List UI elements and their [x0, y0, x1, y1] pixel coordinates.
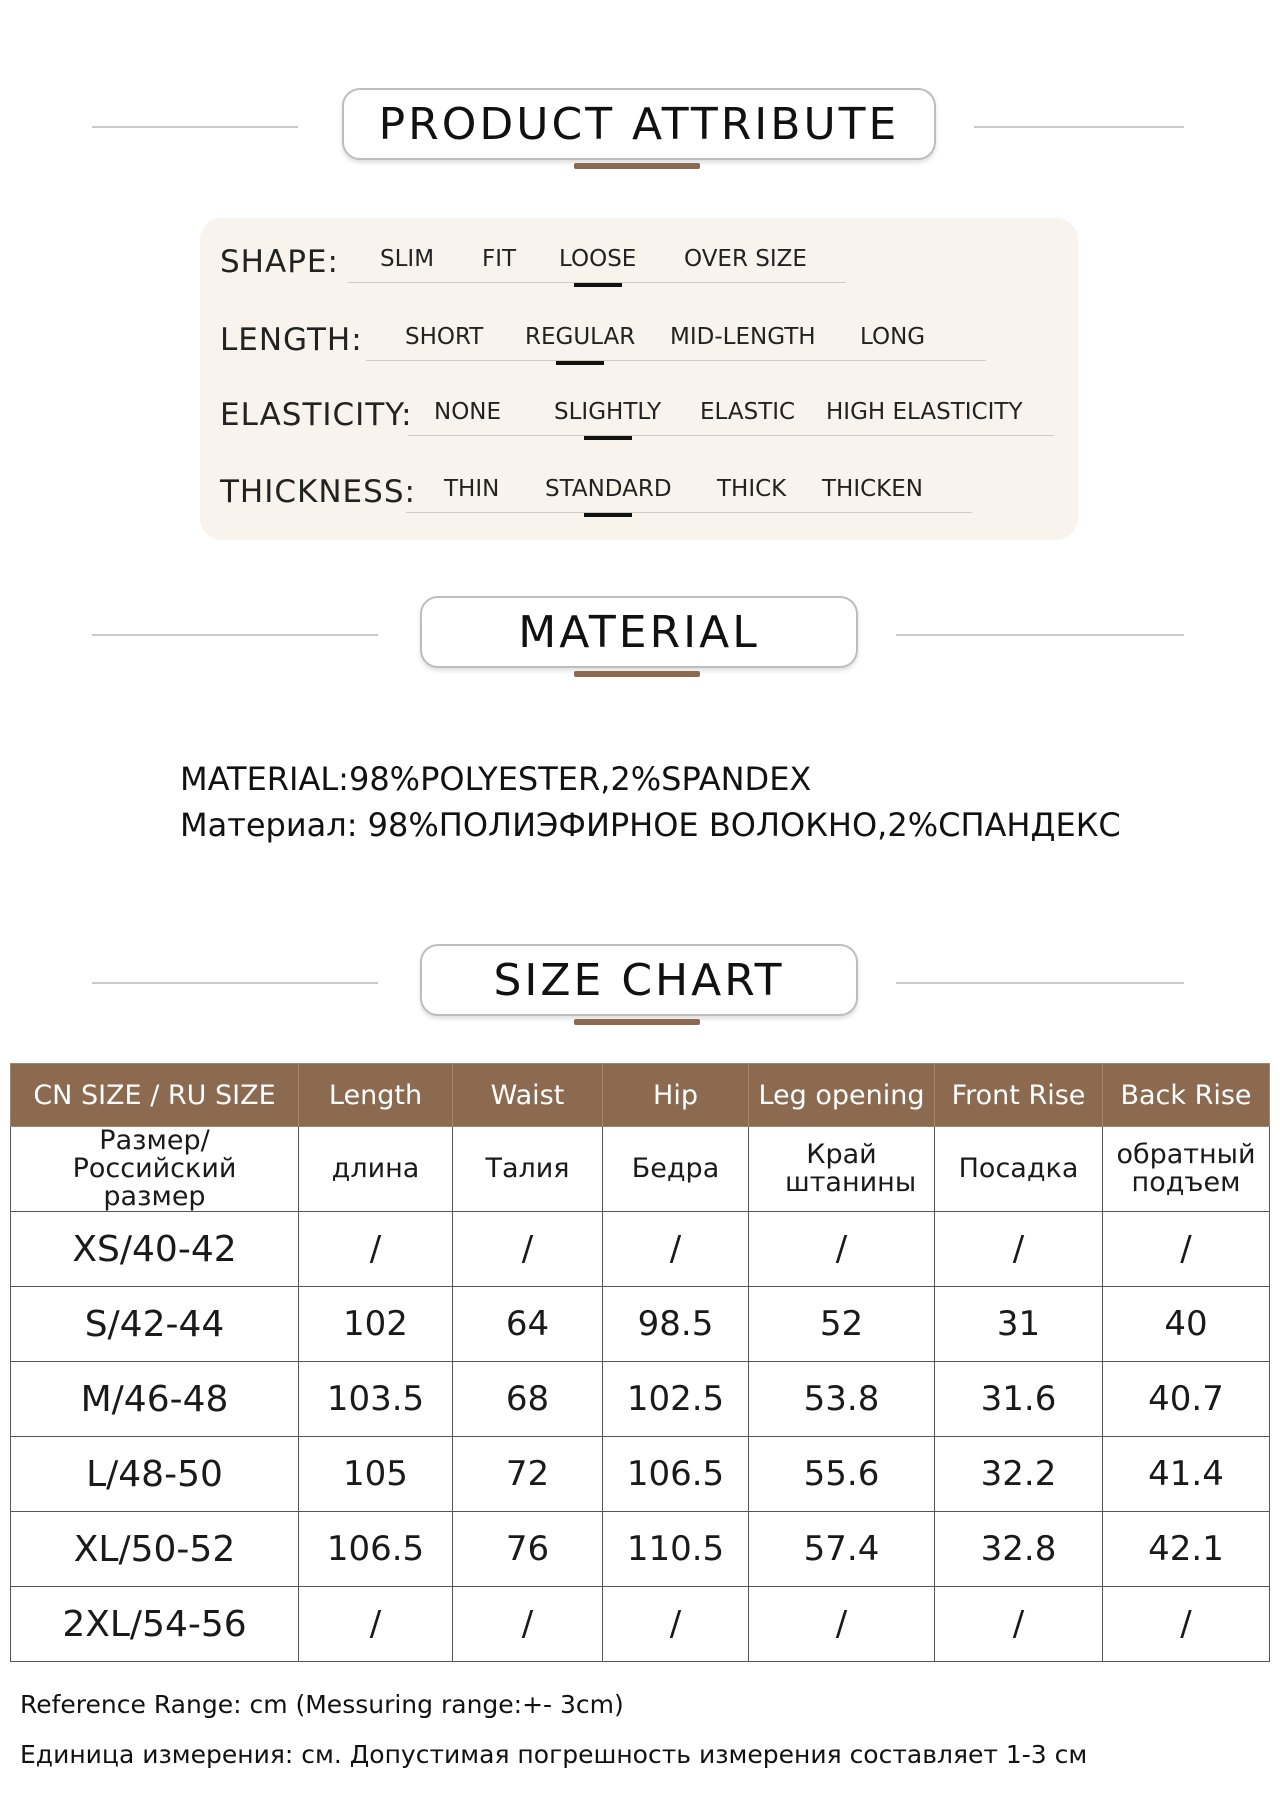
attribute-row-elasticity [200, 393, 1078, 443]
cell-length: 106.5 [299, 1512, 453, 1587]
cell-back-rise: 41.4 [1103, 1437, 1270, 1512]
elasticity-option-high-elasticity [826, 399, 1023, 425]
table-row [11, 1512, 1270, 1587]
option-text: THICK [717, 476, 787, 502]
thickness-option-thicken [822, 476, 923, 502]
product-attribute-title: PRODUCT ATTRIBUTE [342, 88, 936, 160]
option-text: FIT [482, 246, 517, 272]
cell-hip: 110.5 [603, 1512, 749, 1587]
cell-waist: 68 [453, 1362, 603, 1437]
header-length: Length [299, 1064, 453, 1127]
cell-front-rise: / [935, 1587, 1103, 1662]
attribute-row-length [200, 318, 1078, 368]
cell-hip: 102.5 [603, 1362, 749, 1437]
header-leg-opening: Leg opening [749, 1064, 935, 1127]
header-waist: Waist [453, 1064, 603, 1127]
option-text: THICKEN [822, 476, 924, 502]
option-text: LONG [860, 324, 926, 350]
cell-front-rise: 32.2 [935, 1437, 1103, 1512]
cell-leg-opening: / [749, 1212, 935, 1287]
cell-length: / [299, 1587, 453, 1662]
option-text: STANDARD [545, 476, 672, 502]
cell-back-rise: 42.1 [1103, 1512, 1270, 1587]
cell-waist: / [453, 1212, 603, 1287]
elasticity-option-slightly [554, 399, 661, 425]
cell-back-rise: / [1103, 1212, 1270, 1287]
header-rule-right [896, 982, 1184, 984]
selected-marker [556, 361, 604, 365]
header-hip: Hip [603, 1064, 749, 1127]
option-text: THIN [444, 476, 500, 502]
elasticity-option-none [434, 399, 501, 425]
cell-leg-opening: 53.8 [749, 1362, 935, 1437]
cell-length: 102 [299, 1287, 453, 1362]
cell-waist: 76 [453, 1512, 603, 1587]
option-text: SHORT [405, 324, 484, 350]
thickness-label: THICKNESS: [220, 474, 416, 510]
table-row [11, 1287, 1270, 1362]
selected-marker [584, 513, 632, 517]
cell-waist: / [453, 1587, 603, 1662]
cell-leg-opening: 55.6 [749, 1437, 935, 1512]
header-rule-right [974, 126, 1184, 128]
header-back-rise: Back Rise [1103, 1064, 1270, 1127]
option-text: LOOSE [559, 246, 637, 272]
header-front-rise: Front Rise [935, 1064, 1103, 1127]
reference-range-note-ru: Единица измерения: см. Допустимая погрешность измерения составляет 1-3 см [20, 1740, 1088, 1769]
header-ru-back-rise: обратный подъем [1103, 1127, 1270, 1212]
length-option-long [860, 324, 925, 350]
attribute-card [200, 218, 1078, 540]
shape-option-loose [559, 246, 636, 272]
option-text: OVER SIZE [684, 246, 807, 272]
cell-back-rise: / [1103, 1587, 1270, 1662]
cell-hip: / [603, 1587, 749, 1662]
elasticity-underline [408, 435, 1054, 436]
header-rule-left [92, 634, 378, 636]
length-option-regular [525, 324, 635, 350]
table-row [11, 1587, 1270, 1662]
header-rule-left [92, 982, 378, 984]
selected-marker [584, 436, 632, 440]
cell-front-rise: 32.8 [935, 1512, 1103, 1587]
header-accent-bar [574, 671, 700, 677]
length-option-short [405, 324, 483, 350]
header-ru-length: длина [299, 1127, 453, 1212]
material-line-ru: Материал: 98%ПОЛИЭФИРНОЕ ВОЛОКНО,2%СПАНДЕКС [180, 806, 1121, 844]
option-text: HIGH ELASTICITY [826, 399, 1023, 425]
length-label: LENGTH: [220, 322, 363, 358]
cell-length: 105 [299, 1437, 453, 1512]
reference-range-note: Reference Range: cm (Messuring range:+- 3cm) [20, 1690, 624, 1719]
table-row [11, 1212, 1270, 1287]
size-chart-header [0, 944, 1280, 1024]
elasticity-label: ELASTICITY: [220, 397, 413, 433]
table-header-ru-row [11, 1127, 1270, 1212]
option-text: SLIM [380, 246, 435, 272]
header-ru-leg-opening: Край штанины [749, 1127, 935, 1212]
option-text: REGULAR [525, 324, 636, 350]
cell-front-rise: / [935, 1212, 1103, 1287]
header-accent-bar [574, 1019, 700, 1025]
header-cn-size: CN SIZE / RU SIZE [11, 1064, 299, 1127]
cell-leg-opening: 57.4 [749, 1512, 935, 1587]
cell-hip: 98.5 [603, 1287, 749, 1362]
elasticity-option-elastic [700, 399, 795, 425]
cell-hip: / [603, 1212, 749, 1287]
table-row [11, 1437, 1270, 1512]
length-underline [366, 360, 986, 361]
shape-label: SHAPE: [220, 244, 339, 280]
cell-size: M/46-48 [11, 1362, 299, 1437]
header-accent-bar [574, 163, 700, 169]
thickness-underline [406, 512, 972, 513]
shape-option-over-size [684, 246, 807, 272]
attribute-row-shape [200, 240, 1078, 290]
cell-front-rise: 31 [935, 1287, 1103, 1362]
cell-size: S/42-44 [11, 1287, 299, 1362]
material-title: MATERIAL [420, 596, 858, 668]
thickness-option-standard [545, 476, 672, 502]
cell-leg-opening: / [749, 1587, 935, 1662]
option-text: SLIGHTLY [554, 399, 662, 425]
size-chart-title: SIZE CHART [420, 944, 858, 1016]
header-rule-right [896, 634, 1184, 636]
table-header-row [11, 1064, 1270, 1127]
cell-back-rise: 40.7 [1103, 1362, 1270, 1437]
table-row [11, 1362, 1270, 1437]
cell-size: L/48-50 [11, 1437, 299, 1512]
cell-length: / [299, 1212, 453, 1287]
cell-size: 2XL/54-56 [11, 1587, 299, 1662]
shape-option-slim [380, 246, 434, 272]
option-text: NONE [434, 399, 502, 425]
option-text: ELASTIC [700, 399, 796, 425]
cell-front-rise: 31.6 [935, 1362, 1103, 1437]
cell-waist: 72 [453, 1437, 603, 1512]
cell-size: XS/40-42 [11, 1212, 299, 1287]
cell-leg-opening: 52 [749, 1287, 935, 1362]
material-line-en: MATERIAL:98%POLYESTER,2%SPANDEX [180, 760, 812, 798]
header-ru-front-rise: Посадка [935, 1127, 1103, 1212]
header-ru-size: Размер/Российский размер [11, 1127, 299, 1212]
cell-size: XL/50-52 [11, 1512, 299, 1587]
length-option-mid-length [670, 324, 816, 350]
cell-waist: 64 [453, 1287, 603, 1362]
cell-hip: 106.5 [603, 1437, 749, 1512]
header-ru-hip: Бедра [603, 1127, 749, 1212]
product-attribute-header [0, 88, 1280, 168]
attribute-row-thickness [200, 470, 1078, 520]
thickness-option-thick [717, 476, 786, 502]
thickness-option-thin [444, 476, 499, 502]
header-rule-left [92, 126, 298, 128]
shape-option-fit [482, 246, 516, 272]
option-text: MID-LENGTH [670, 324, 816, 350]
size-chart-table [10, 1063, 1270, 1662]
header-ru-waist: Талия [453, 1127, 603, 1212]
material-header [0, 596, 1280, 676]
cell-length: 103.5 [299, 1362, 453, 1437]
selected-marker [574, 283, 622, 287]
cell-back-rise: 40 [1103, 1287, 1270, 1362]
